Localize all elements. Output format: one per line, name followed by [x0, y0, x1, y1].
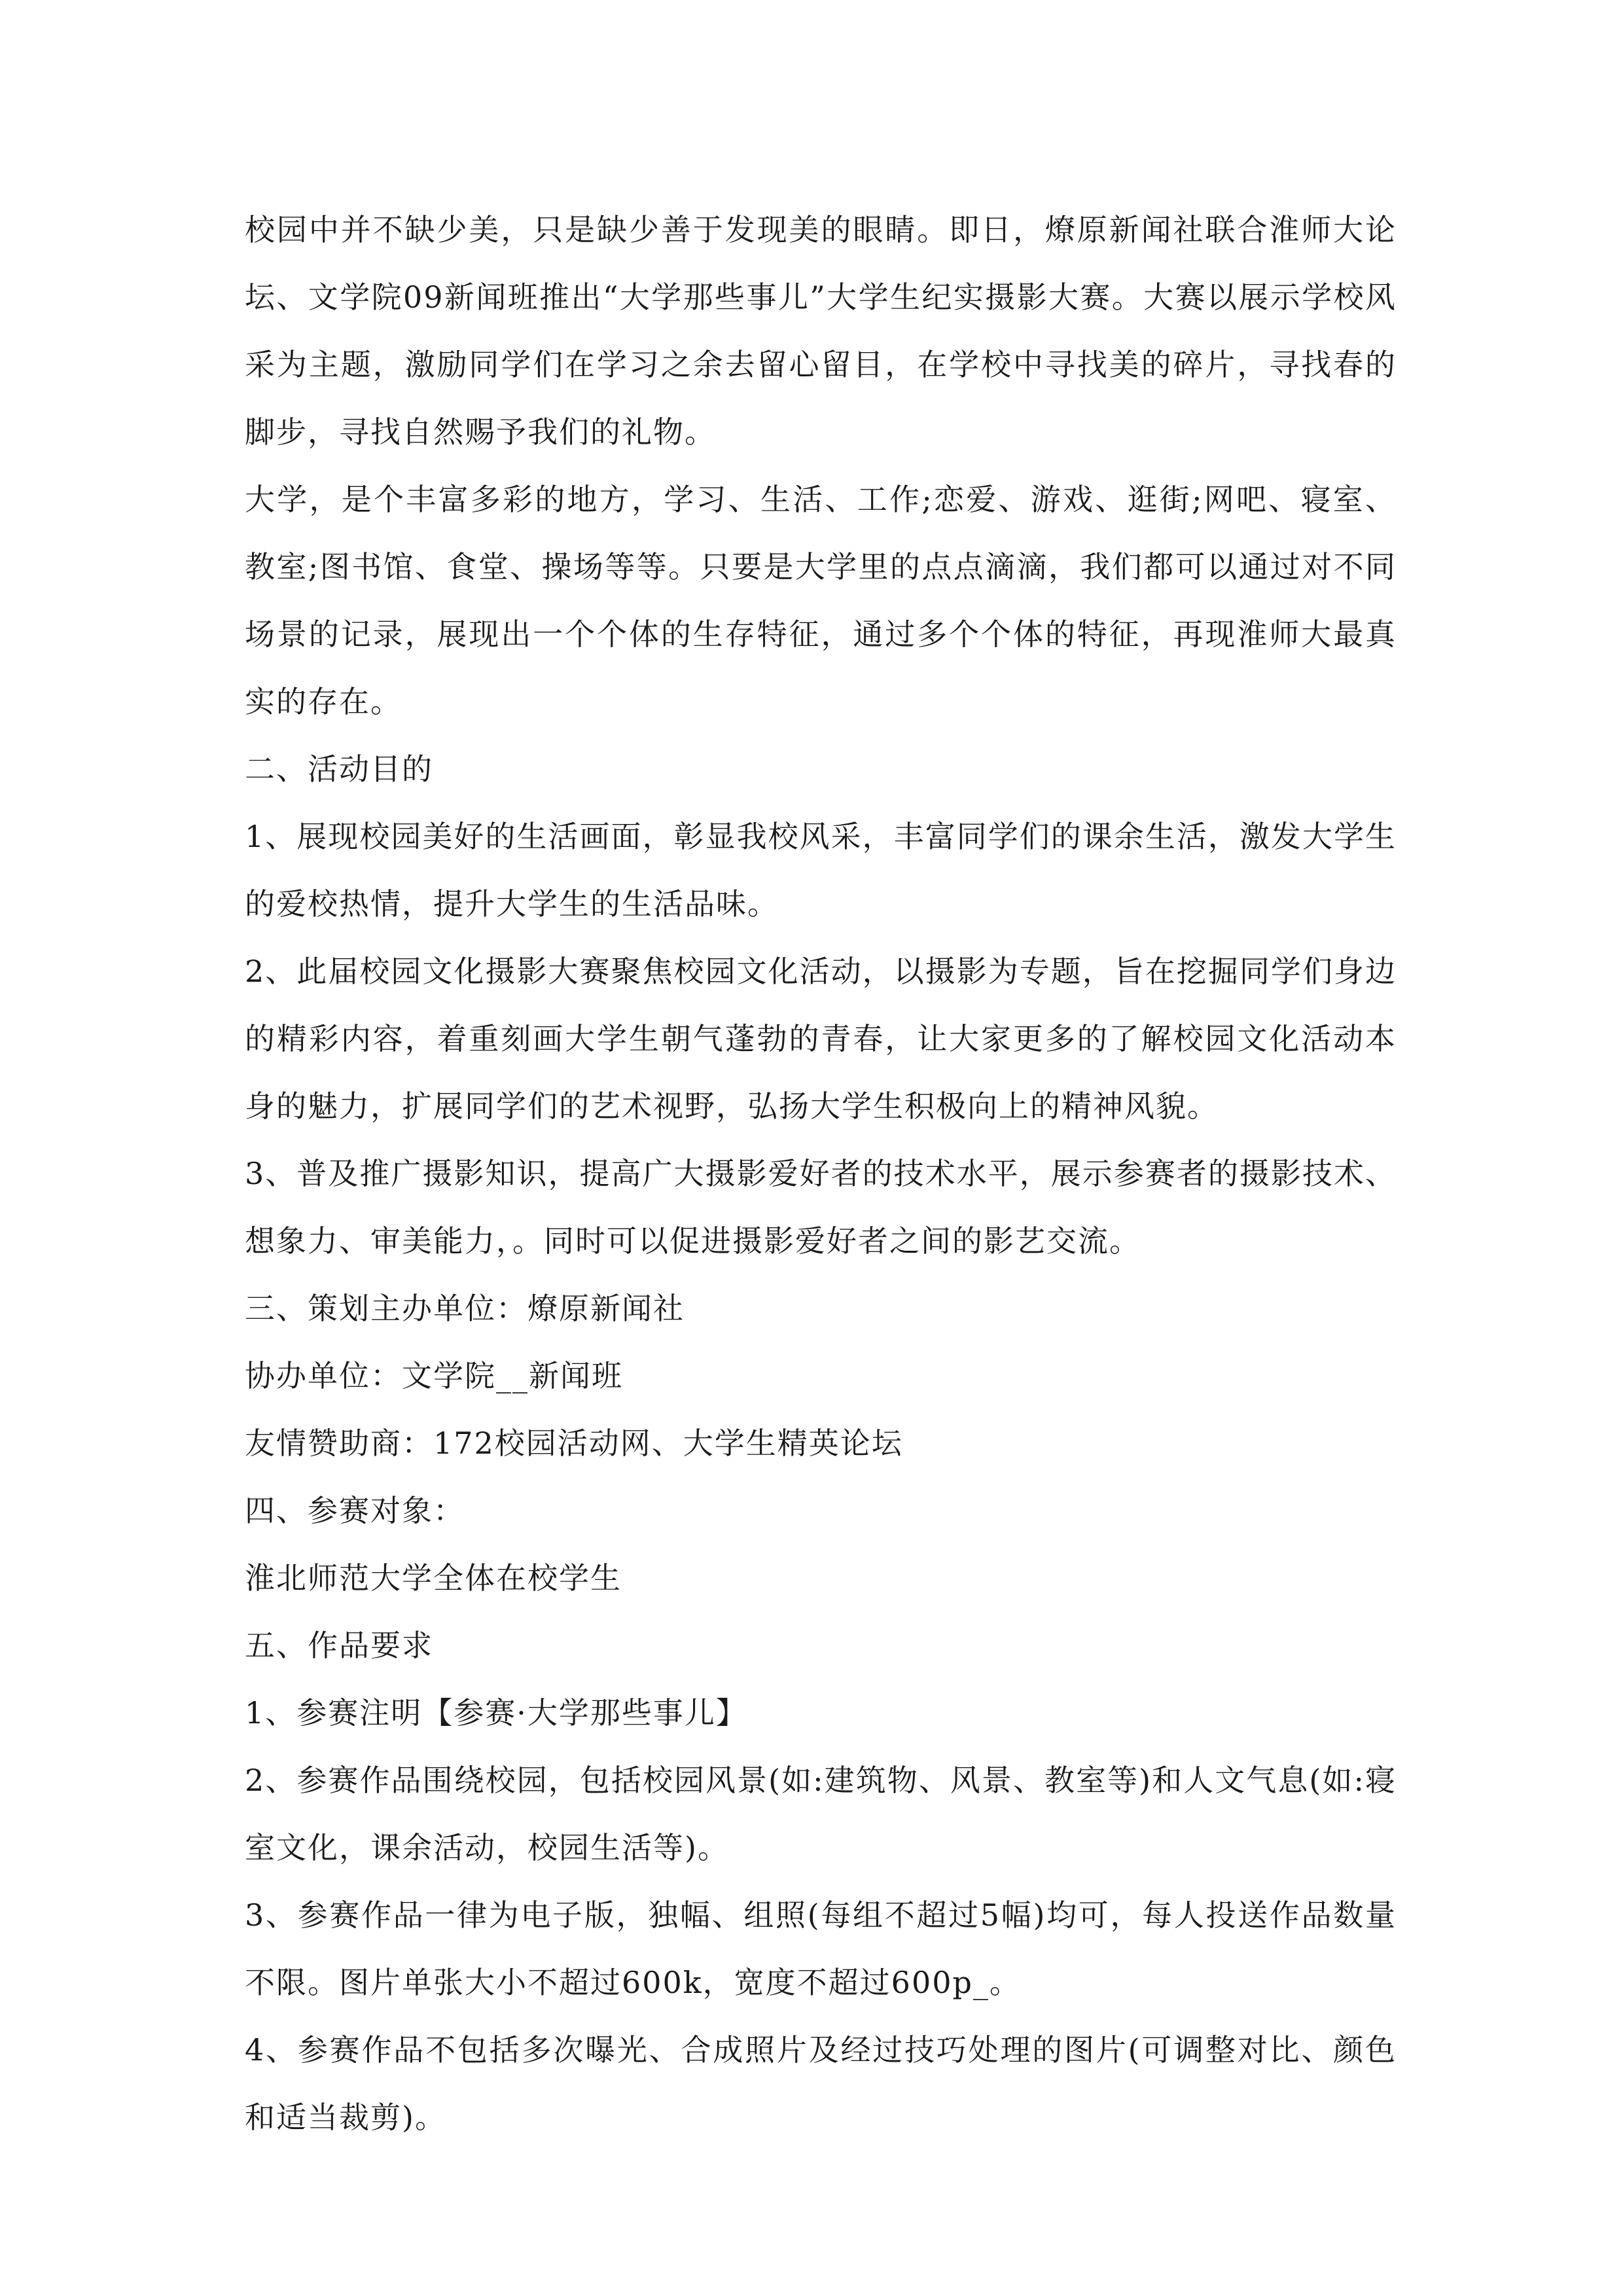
paragraph-requirement-1: 1、参赛注明【参赛·大学那些事儿】	[245, 1695, 747, 1731]
paragraph-requirement-4: 4、参赛作品不包括多次曝光、合成照片及经过技巧处理的图片(可调整对比、颜色和适当裁剪)。	[245, 2032, 1397, 2135]
heading-participants: 四、参赛对象：	[245, 1493, 465, 1528]
heading-activity-purpose: 二、活动目的	[245, 751, 433, 787]
paragraph-purpose-3: 3、普及推广摄影知识，提高广大摄影爱好者的技术水平，展示参赛者的摄影技术、想象力、审美能力，。同时可以促进摄影爱好者之间的影艺交流。	[245, 1156, 1397, 1259]
paragraph-university-life: 大学，是个丰富多彩的地方，学习、生活、工作;恋爱、游戏、逛街;网吧、寝室、教室;图书馆、食堂、操场等等。只要是大学里的点点滴滴，我们都可以通过对不同场景的记录，展现出一个个体的生存特征，通过多个个体的特征，再现淮师大最真实的存在。	[245, 482, 1397, 719]
paragraph-intro: 校园中并不缺少美，只是缺少善于发现美的眼睛。即日，燎原新闻社联合淮师大论坛、文学院09新闻班推出“大学那些事儿”大学生纪实摄影大赛。大赛以展示学校风采为主题，激励同学们在学习之余去留心留目，在学校中寻找美的碎片，寻找春的脚步，寻找自然赐予我们的礼物。	[245, 212, 1397, 450]
paragraph-co-organizer: 协办单位：文学院__新闻班	[245, 1358, 623, 1393]
paragraph-requirement-2: 2、参赛作品围绕校园，包括校园风景(如:建筑物、风景、教室等)和人文气息(如:寝室文化，课余活动，校园生活等)。	[245, 1763, 1397, 1865]
document-body	[245, 196, 1397, 2151]
paragraph-participants: 淮北师范大学全体在校学生	[245, 1560, 622, 1596]
paragraph-sponsor: 友情赞助商：172校园活动网、大学生精英论坛	[245, 1426, 903, 1461]
heading-work-requirements: 五、作品要求	[245, 1628, 433, 1663]
paragraph-purpose-1: 1、展现校园美好的生活画面，彰显我校风采，丰富同学们的课余生活，激发大学生的爱校热情，提升大学生的生活品味。	[245, 819, 1397, 922]
paragraph-purpose-2: 2、此届校园文化摄影大赛聚焦校园文化活动，以摄影为专题，旨在挖掘同学们身边的精彩内容，着重刻画大学生朝气蓬勃的青春，让大家更多的了解校园文化活动本身的魅力，扩展同学们的艺术视野，弘扬大学生积极向上的精神风貌。	[245, 954, 1397, 1124]
paragraph-requirement-3: 3、参赛作品一律为电子版，独幅、组照(每组不超过5幅)均可，每人投送作品数量不限。图片单张大小不超过600k，宽度不超过600p_。	[245, 1897, 1397, 2000]
heading-organizer: 三、策划主办单位：燎原新闻社	[245, 1291, 685, 1326]
